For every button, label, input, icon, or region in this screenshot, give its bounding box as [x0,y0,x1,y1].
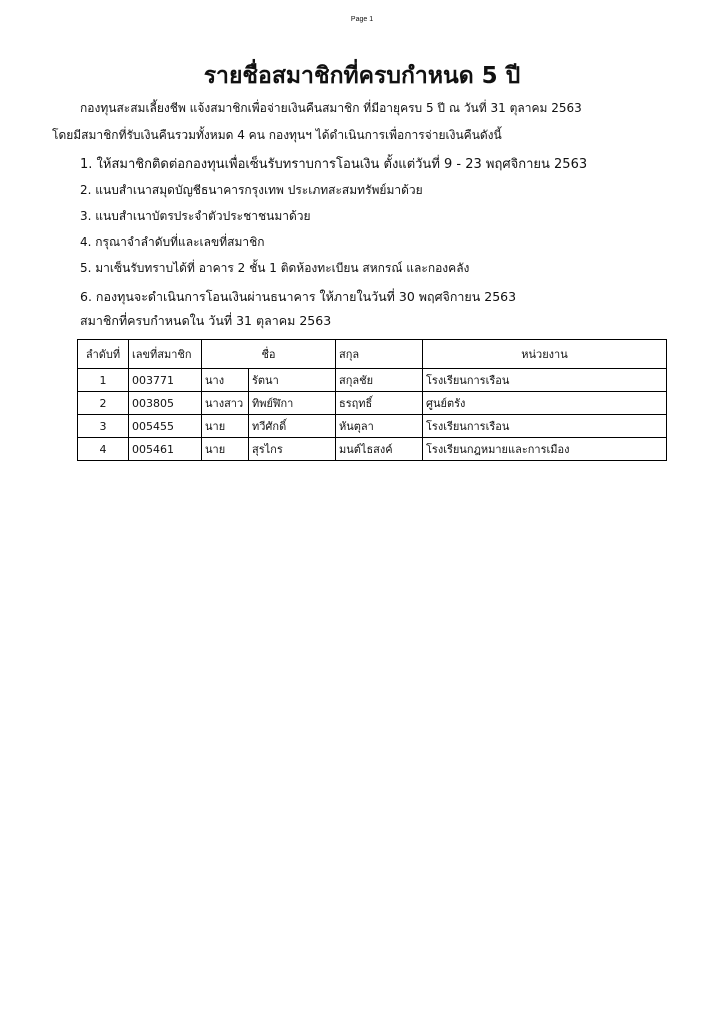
page-title: รายชื่อสมาชิกที่ครบกำหนด 5 ปี [203,63,521,89]
header-seq: ลำดับที่ [78,340,129,369]
members-table [77,339,667,461]
cell-unit: โรงเรียนการเรือน [423,369,667,392]
cell-seq: 3 [78,415,129,438]
table-row [78,369,667,392]
cell-member-id: 003805 [129,392,202,415]
cell-member-id: 003771 [129,369,202,392]
cell-seq: 2 [78,392,129,415]
cell-surname: หันตุลา [336,415,423,438]
header-member-id: เลขที่สมาชิก [129,340,202,369]
cell-unit: ศูนย์ตรัง [423,392,667,415]
header-surname: สกุล [336,340,423,369]
instruction-item: 5. มาเซ็นรับทราบได้ที่ อาคาร 2 ชั้น 1 ติดห้องทะเบียน สหกรณ์ และกองคลัง [80,261,470,275]
cell-first-name: รัตนา [249,369,336,392]
cell-unit: โรงเรียนการเรือน [423,415,667,438]
header-name: ชื่อ [202,340,336,369]
cell-prefix: นางสาว [202,392,249,415]
cell-member-id: 005461 [129,438,202,461]
instruction-item: 1. ให้สมาชิกติดต่อกองทุนเพื่อเซ็นรับทราบการโอนเงิน ตั้งแต่วันที่ 9 - 23 พฤศจิกายน 2563 [80,157,588,172]
cell-surname: ธรฤทธิ์ [336,392,423,415]
cell-member-id: 005455 [129,415,202,438]
instruction-item: 2. แนบสำเนาสมุดบัญชีธนาคารกรุงเทพ ประเภทสะสมทรัพย์มาด้วย [80,183,423,197]
table-subheading: สมาชิกที่ครบกำหนดใน วันที่ 31 ตุลาคม 2563 [80,313,332,328]
cell-surname: สกุลชัย [336,369,423,392]
cell-seq: 1 [78,369,129,392]
instruction-item: 3. แนบสำเนาบัตรประจำตัวประชาชนมาด้วย [80,209,311,223]
page-number: Page 1 [350,16,374,23]
table-row [78,392,667,415]
instruction-item: 4. กรุณาจำลำดับที่และเลขที่สมาชิก [80,235,265,249]
instruction-item: 6. กองทุนจะดำเนินการโอนเงินผ่านธนาคาร ให้ภายในวันที่ 30 พฤศจิกายน 2563 [80,289,517,304]
cell-prefix: นาง [202,369,249,392]
intro-line-1: กองทุนสะสมเลี้ยงชีพ แจ้งสมาชิกเพื่อจ่ายเงินคืนสมาชิก ที่มีอายุครบ 5 ปี ณ วันที่ 31 ตุลาคม 2563 [80,101,582,115]
table-header-row [78,340,667,369]
table-row [78,415,667,438]
cell-seq: 4 [78,438,129,461]
table-row [78,438,667,461]
cell-first-name: สุรไกร [249,438,336,461]
intro-line-2: โดยมีสมาชิกที่รับเงินคืนรวมทั้งหมด 4 คน กองทุนฯ ได้ดำเนินการเพื่อการจ่ายเงินคืนดังนี้ [52,128,502,142]
cell-prefix: นาย [202,438,249,461]
cell-unit: โรงเรียนกฎหมายและการเมือง [423,438,667,461]
cell-surname: มนต์ไธสงค์ [336,438,423,461]
cell-first-name: ทวีศักดิ์ [249,415,336,438]
header-unit: หน่วยงาน [423,340,667,369]
cell-prefix: นาย [202,415,249,438]
cell-first-name: ทิพย์ฬิกา [249,392,336,415]
